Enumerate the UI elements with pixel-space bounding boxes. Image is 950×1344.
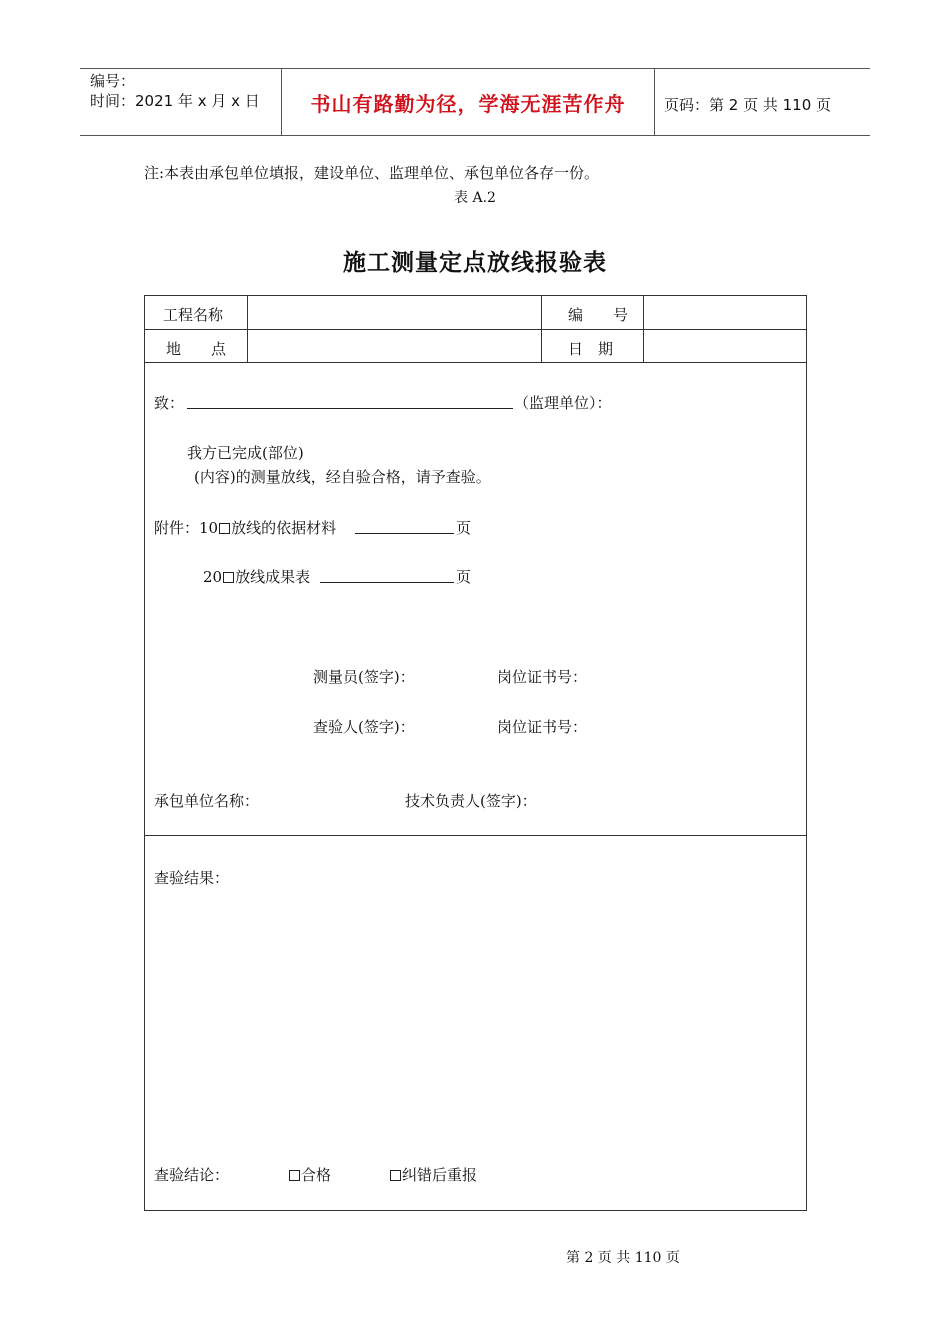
attachment-1-checkbox[interactable] [219, 523, 230, 534]
attachment-2-row [203, 566, 310, 587]
header-number-label: 编号： [90, 72, 136, 90]
to-label: 致： [154, 394, 185, 412]
project-name-field[interactable] [248, 296, 540, 329]
cert-label-1: 岗位证书号： [497, 668, 588, 686]
note-text: 注:本表由承包单位填报，建设单位、监理单位、承包单位各存一份。 [144, 164, 600, 182]
header-divider-right [654, 68, 655, 136]
result-label: 查验结果： [154, 869, 230, 887]
attachment-2-text: 放线成果表 [235, 568, 311, 586]
content-line: (内容)的测量放线，经自验合格，请予查验。 [194, 468, 491, 486]
form-title: 施工测量定点放线报验表 [343, 249, 607, 276]
option-resubmit-label: 纠错后重报 [402, 1166, 478, 1184]
header-motto: 书山有路勤为径，学海无涯苦作舟 [310, 91, 626, 116]
date-label: 日 期 [568, 340, 614, 358]
date-field[interactable] [644, 330, 806, 362]
header-page-code: 页码：第 2 页 共 110 页 [664, 96, 832, 114]
location-field[interactable] [248, 330, 540, 362]
surveyor-label: 测量员(签字)： [313, 668, 415, 686]
number-label: 编 号 [568, 306, 629, 324]
col-divider-2 [541, 295, 542, 362]
option-pass[interactable] [288, 1164, 331, 1185]
attachment-1-page-unit: 页 [456, 519, 472, 537]
number-field[interactable] [644, 296, 806, 329]
header-time-label: 时间：2021 年 x 月 x 日 [90, 92, 260, 110]
attachment-1-text: 放线的依据材料 [231, 519, 337, 537]
cert-label-2: 岗位证书号： [497, 718, 588, 736]
attachment-label: 附件：10 [154, 519, 219, 537]
attachment-2-checkbox[interactable] [223, 572, 234, 583]
conclusion-label: 查验结论： [154, 1166, 230, 1184]
resubmit-checkbox[interactable] [390, 1170, 401, 1181]
option-pass-label: 合格 [301, 1166, 332, 1184]
result-area[interactable] [145, 895, 806, 1145]
supervisor-underline[interactable] [187, 408, 513, 409]
to-suffix: （监理单位）： [514, 394, 612, 412]
attachment-1-underline[interactable] [355, 533, 454, 534]
attachment-1-row [154, 517, 336, 538]
row-divider-2 [144, 362, 807, 363]
option-resubmit[interactable] [389, 1164, 477, 1185]
attachment-2-prefix: 20 [203, 568, 223, 586]
pass-checkbox[interactable] [289, 1170, 300, 1181]
table-id: 表 A.2 [454, 190, 496, 206]
attachment-2-underline[interactable] [320, 582, 454, 583]
section-divider [144, 835, 807, 836]
contractor-label: 承包单位名称： [154, 792, 260, 810]
inspector-label: 查验人(签字)： [313, 718, 415, 736]
project-name-label: 工程名称 [163, 306, 224, 324]
attachment-2-page-unit: 页 [456, 568, 472, 586]
footer-page-number: 第 2 页 共 110 页 [566, 1250, 680, 1266]
completed-line: 我方已完成(部位) [187, 444, 304, 462]
location-label: 地 点 [166, 340, 227, 358]
tech-lead-label: 技术负责人(签字)： [405, 792, 537, 810]
